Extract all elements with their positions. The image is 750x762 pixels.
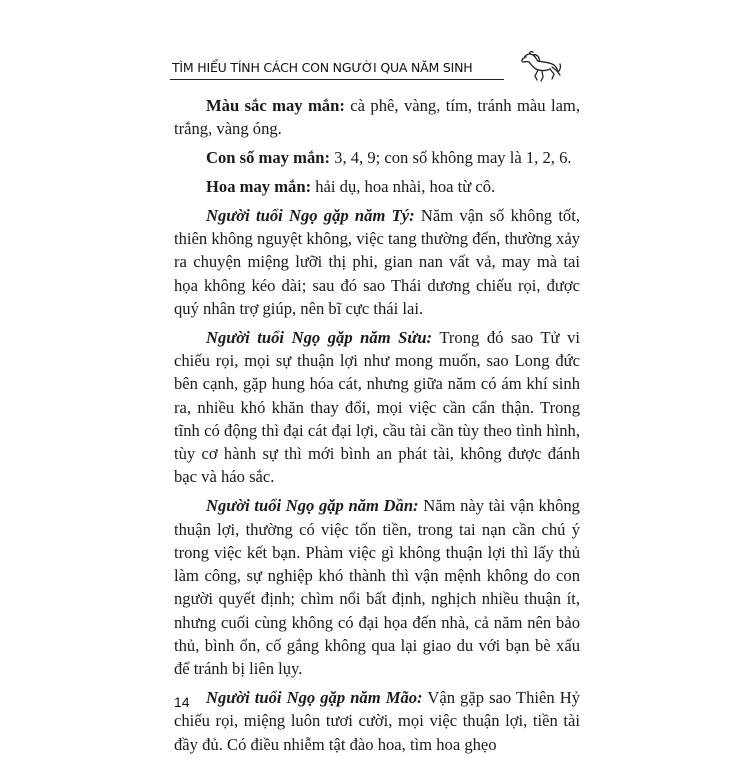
paragraph-text: Năm này tài vận không thuận lợi, thường có việc tốn tiền, trong tai nạn cần chú ý trong việc kết bạn. Phàm việc gì không thuận lợi thì lấy thủ làm công, sự nghiệp khó thành thì vận mệnh không do con người quyết định; chìm nổi bất định, nghịch nhiều thuận ít, nhưng cuối cùng không có đại họa đến nhà, cả năm nên bảo thủ, bình ổn, cố gắng không qua lại giao du với bạn bè xấu để tránh bị liên lụy. [174,496,580,679]
header-title: TÌM HIỂU TÍNH CÁCH CON NGƯỜI QUA NĂM SINH [172,60,473,75]
paragraph-lead: Màu sắc may mắn: [206,96,345,115]
paragraph-lucky-flowers [174,175,580,198]
horse-icon [516,50,562,82]
paragraph-year-dan [174,494,580,680]
running-header [170,58,568,82]
paragraph-lead: Người tuổi Ngọ gặp năm Sửu: [206,327,433,347]
body-text [174,94,580,762]
paragraph-text: 3, 4, 9; con số không may là 1, 2, 6. [330,148,572,168]
page-number: 14 [174,694,190,710]
paragraph-text: hải dụ, hoa nhài, hoa từ cô. [311,176,496,196]
paragraph-lead: Người tuổi Ngọ gặp năm Tý: [206,205,415,225]
paragraph-lucky-colors [174,94,580,141]
paragraph-lead: Người tuổi Ngọ gặp năm Mão: [206,688,423,708]
paragraph-year-ty [174,204,580,320]
paragraph-year-mao [174,686,580,756]
header-rule [170,79,504,80]
paragraph-lead: Con số may mắn: [206,148,330,168]
paragraph-year-suu [174,326,580,489]
paragraph-lead: Hoa may mắn: [206,176,312,196]
paragraph-lucky-numbers [174,146,580,169]
paragraph-text: cà phê, vàng, tím, tránh màu lam, trắng, vàng óng. [174,96,580,139]
paragraph-text: Vận gặp sao Thiên Hỷ chiếu rọi, miệng luôn tươi cười, mọi việc thuận lợi, tiền tài đầy đủ. Có điều nhiễm tật đào hoa, tìm hoa ghẹo [174,688,581,754]
paragraph-text: Trong đó sao Tử vi chiếu rọi, mọi sự thuận lợi như mong muốn, sao Long đức bên cạnh, gặp hung hóa cát, nhưng giữa năm có ám khí sinh ra, nhiều khó khăn thay đổi, mọi việc cần cẩn thận. Trong tĩnh có động thì đại cát đại lợi, cầu tài cần tùy theo tình hình, tùy cơ hành sự thì mới bình an phát tài, không được đánh bạc và háo sắc. [174,327,580,487]
paragraph-lead: Người tuổi Ngọ gặp năm Dần: [206,496,419,516]
paragraph-text: Năm vận số không tốt, thiên không nguyệt không, việc tang thường đến, thường xảy ra chuyện miệng lưỡi thị phi, gian nan vất vả, may mà tai họa không kéo dài; sau đó sao Thái dương chiếu rọi, được quý nhân trợ giúp, nên bĩ cực thái lai. [174,205,580,318]
